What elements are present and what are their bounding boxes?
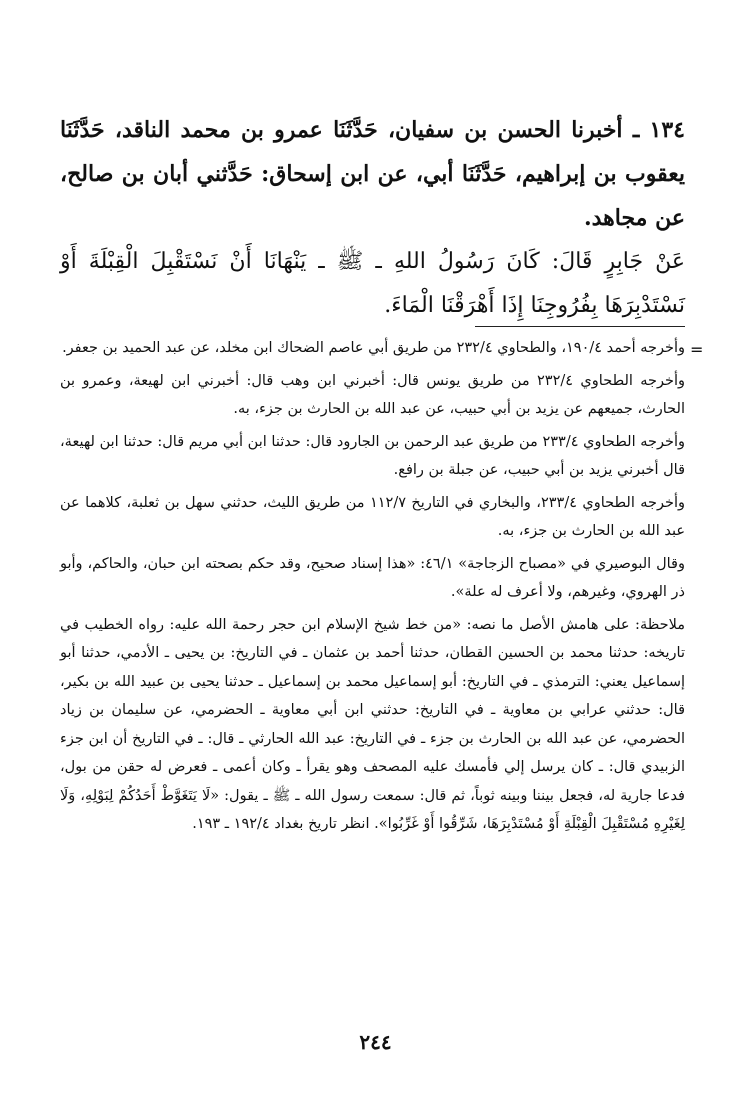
footnote-paragraph: وأخرجه أحمد ١٩٠/٤، والطحاوي ٢٣٢/٤ من طريق أبي عاصم الضحاك ابن مخلد، عن عبد الحميد بن جعفر. [62,340,685,356]
footnote-paragraph: وأخرجه الطحاوي ٢٣٣/٤ من طريق عبد الرحمن بن الجارود قال: حدثنا ابن أبي مريم قال: حدثنا ابن لهيعة، قال أخبرني يزيد بن أبي حبيب، عن جبلة بن رافع. [60,433,686,478]
footnote-paragraph: ملاحظة: على هامش الأصل ما نصه: «من خط شيخ الإسلام ابن حجر رحمة الله عليه: رواه الخطيب في تاريخه: حدثنا محمد بن الحسين القطان، حدثنا أحمد بن عثمان ـ في التاريخ: بن يحيى ـ الأدمي، حدثنا أبو إسماعيل يعني: الترمذي ـ في التاريخ: أبو إسماعيل محمد بن إسماعيل ـ حدثنا يحيى بن عبيد الله بن بكير، قال: حدثني عرابي بن معاوية ـ في التاريخ: حدثني ابن أبي معاوية ـ الحضرمي، عن سليمان بن زياد الحضرمي، عن عبد الله بن الحارث بن جزء ـ في التاريخ: عبد الله الحارثي ـ قال: ـ في التاريخ أن ابن جزء الزبيدي قال: ـ كان يرسل إلي فأمسك عليه المصحف وهو يقرأ ـ وكان أعمى ـ فعرض له حقن من بول، فدعا جارية له، فجعل بيننا وبينه ثوباً، ثم قال: سمعت رسول الله ـ ﷺ ـ يقول: «لَا يَتَغَوَّطْ أَحَدُكُمْ لِبَوْلِهِ، وَلَا لِغَيْرِهِ مُسْتَقْبِلَ الْقِبْلَةِ أَوْ مُسْتَدْبِرَهَا، شَرِّقُوا أَوْ غَرِّبُوا». انظر تاريخ بغداد ١٩٢/٤ ـ ١٩٣. [60,616,685,832]
footnote-continuation-marker: = [690,340,704,359]
footnote-paragraph: وقال البوصيري في «مصباح الزجاجة» ٤٦/١: «هذا إسناد صحيح، وقد حكم بصحته ابن حبان، والحاكم، وأبو ذر الهروي، وغيرهم، ولا أعرف له علة». [60,555,685,600]
footnote-separator [475,326,685,327]
footnote-paragraph: وأخرجه الطحاوي ٢٣٣/٤، والبخاري في التاريخ ١١٢/٧ من طريق الليث، حدثني سهل بن ثعلبة، كلاهما عن عبد الله بن الحارث بن جزء، به. [60,494,686,539]
hadith-matn: عَنْ جَابِرٍ قَالَ: كَانَ رَسُولُ اللهِ ـ ﷺ ـ يَنْهَانَا أَنْ نَسْتَقْبِلَ الْقِبْلَةَ أَوْ نَسْتَدْبِرَهَا بِفُرُوجِنَا إِذَا أَهْرَقْنَا الْمَاءَ. [60,249,685,318]
footnote-paragraph: وأخرجه الطحاوي ٢٣٢/٤ من طريق يونس قال: أخبرني ابن وهب قال: أخبرني ابن لهيعة، وعمرو بن الحارث، جميعهم عن يزيد بن أبي حبيب، عن عبد الله بن الحارث بن جزء، به. [60,372,686,417]
main-text [60,108,685,328]
footnotes [60,334,685,843]
page-number: ٢٤٤ [359,1030,392,1054]
hadith-isnad: ١٣٤ ـ أخبرنا الحسن بن سفيان، حَدَّثَنَا عمرو بن محمد الناقد، حَدَّثَنَا يعقوب بن إبراهيم، حَدَّثَنَا أبي، عن ابن إسحاق: حَدَّثني أبان بن صالح، عن مجاهد. [60,117,685,231]
